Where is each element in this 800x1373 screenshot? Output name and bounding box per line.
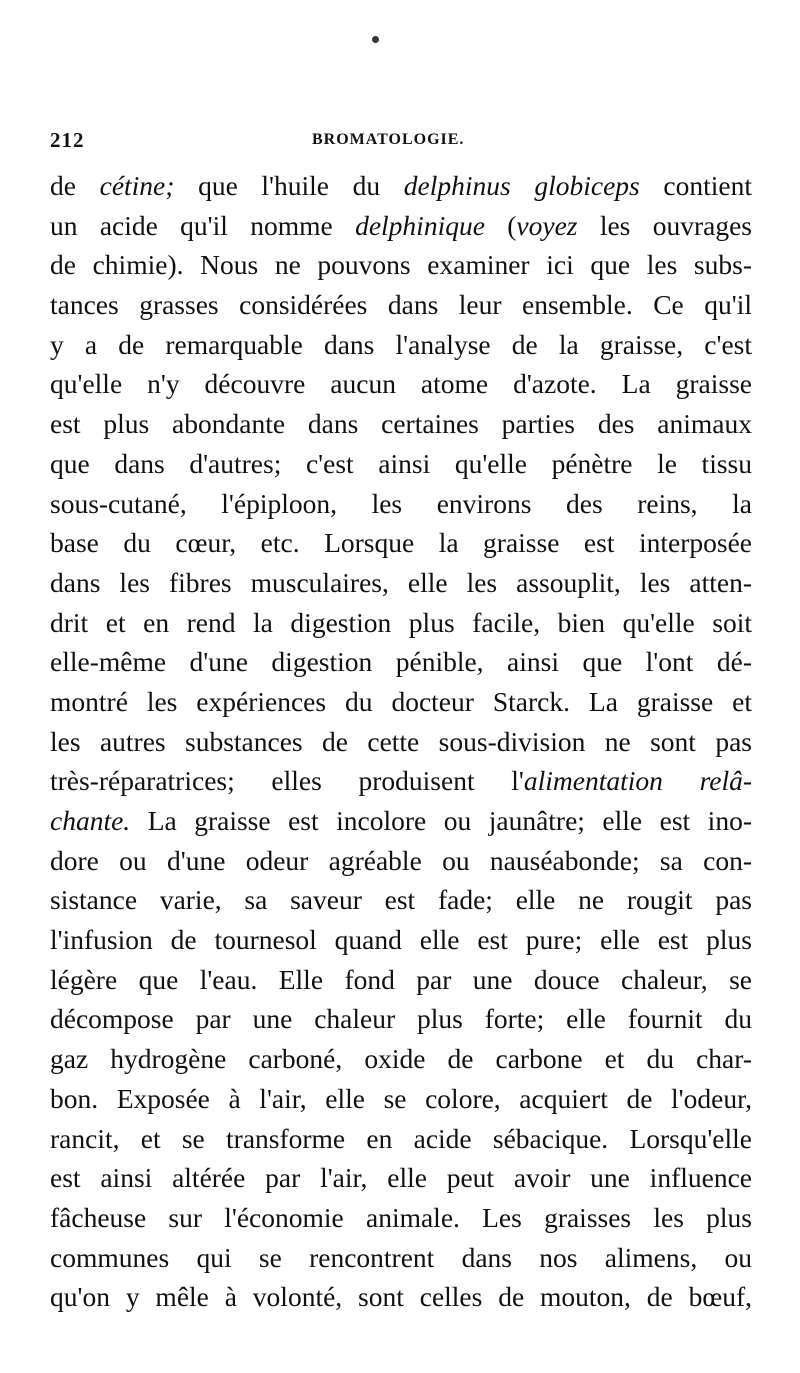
text-segment: décompose par une chaleur plus forte; elle fournit du [50, 1003, 752, 1035]
text-segment: que dans d'autres; c'est ainsi qu'elle pénètre le tissu [50, 447, 752, 479]
text-segment: La graisse est incolore ou jaunâtre; elle est ino- [130, 805, 752, 836]
text-segment: les autres substances de cette sous-division ne sont pas [50, 725, 752, 757]
page-number: 212 [50, 128, 85, 152]
text-segment: base du cœur, etc. Lorsque la graisse est interposée [50, 527, 752, 559]
ink-speck [372, 36, 379, 43]
text-segment: l'infusion de tournesol quand elle est pure; elle est plus [50, 924, 752, 956]
text-line [50, 801, 752, 841]
text-segment: elle-même d'une digestion pénible, ainsi que l'ont dé- [50, 646, 752, 678]
text-line [50, 999, 752, 1039]
text-line [50, 1198, 752, 1238]
text-line [50, 444, 752, 484]
text-segment: sous-cutané, l'épiploon, les environs des reins, la [50, 487, 752, 519]
text-segment: rancit, et se transforme en acide sébacique. Lorsqu'elle [50, 1122, 752, 1154]
text-segment: dore ou d'une odeur agréable ou nauséabonde; sa con- [50, 844, 752, 876]
text-line [50, 682, 752, 722]
page-header [50, 128, 750, 158]
text-line [50, 285, 752, 325]
text-line [50, 563, 752, 603]
text-segment: bon. Exposée à l'air, elle se colore, acquiert de l'odeur, [50, 1082, 752, 1114]
text-line [50, 206, 752, 246]
text-line [50, 1277, 752, 1317]
body-text [50, 166, 752, 1317]
text-line [50, 1039, 752, 1079]
text-segment: de [50, 170, 100, 201]
text-line [50, 404, 752, 444]
text-line [50, 920, 752, 960]
text-segment: y a de remarquable dans l'analyse de la graisse, c'est [50, 328, 752, 360]
text-line [50, 1158, 752, 1198]
text-segment: est plus abondante dans certaines parties des animaux [50, 408, 752, 440]
text-segment: fâcheuse sur l'économie animale. Les graisses les plus [50, 1201, 752, 1233]
text-segment: qu'on y mêle à volonté, sont celles de mouton, de bœuf, [50, 1281, 752, 1313]
italic-text: alimentation relâ- [523, 765, 753, 797]
text-line [50, 484, 752, 524]
text-segment: que l'huile du [174, 170, 404, 201]
italic-text: voyez [516, 209, 578, 241]
text-segment: de chimie). Nous ne pouvons examiner ici que les subs- [50, 249, 752, 281]
text-segment: légère que l'eau. Elle fond par une douce chaleur, se [50, 963, 752, 995]
text-line [50, 722, 752, 762]
text-line [50, 1238, 752, 1278]
text-line [50, 880, 752, 920]
italic-text: chante. [50, 805, 131, 836]
text-segment: montré les expériences du docteur Starck. La graisse et [50, 685, 752, 717]
text-line [50, 523, 752, 563]
text-line [50, 245, 752, 285]
text-line [50, 1119, 752, 1159]
text-segment: est ainsi altérée par l'air, elle peut avoir une influence [50, 1162, 752, 1194]
italic-text: cétine; [99, 170, 175, 201]
text-segment: qu'elle n'y découvre aucun atome d'azote. La graisse [50, 368, 752, 400]
text-segment: communes qui se rencontrent dans nos alimens, ou [50, 1241, 752, 1273]
text-segment: gaz hydrogène carboné, oxide de carbone et du char- [50, 1043, 752, 1075]
text-segment: un acide qu'il nomme [50, 209, 356, 241]
text-line [50, 960, 752, 1000]
text-segment: sistance varie, sa saveur est fade; elle ne rougit pas [50, 884, 752, 916]
text-segment: contient [639, 170, 752, 201]
text-line [50, 325, 752, 365]
text-segment: très-réparatrices; elles produisent l' [50, 765, 524, 797]
text-line [50, 166, 752, 206]
text-segment: les ouvrages [577, 209, 752, 241]
text-line [50, 603, 752, 643]
text-line [50, 761, 752, 801]
text-segment: drit et en rend la digestion plus facile, bien qu'elle soit [50, 606, 752, 638]
italic-text: delphinus globiceps [403, 170, 640, 201]
italic-text: delphinique [355, 209, 485, 241]
text-segment: dans les fibres musculaires, elle les assouplit, les atten- [50, 566, 752, 598]
running-title: BROMATOLOGIE. [312, 131, 465, 148]
text-line [50, 642, 752, 682]
text-line [50, 1079, 752, 1119]
text-line [50, 364, 752, 404]
text-segment: tances grasses considérées dans leur ensemble. Ce qu'il [50, 289, 752, 321]
text-line [50, 841, 752, 881]
text-segment: ( [484, 209, 517, 241]
